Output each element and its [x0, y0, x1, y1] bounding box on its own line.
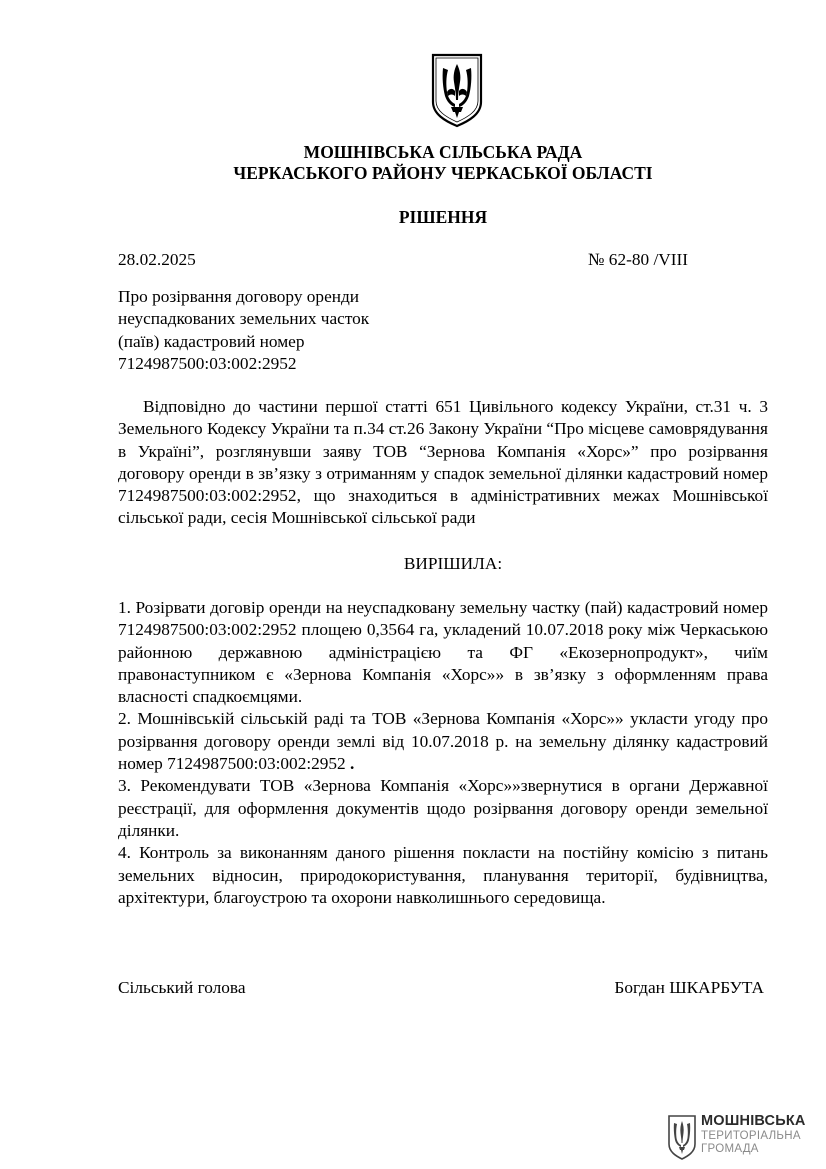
- decision-items: [118, 597, 768, 909]
- decision-item-2: [118, 708, 768, 775]
- preamble-paragraph: Відповідно до частини першої статті 651 Цивільного кодексу України, ст.31 ч. 3 Земельного Кодексу України та п.34 ст.26 Закону України “Про місцеве самоврядування в Україні”, розглянувши заяву ТОВ “Зернова Компанія «Хорс»” про розірвання договору оренди в зв’язку з отриманням у спадок земельної ділянки кадастровий номер 7124987500:03:002:2952, що знаходиться в адміністративних межах Мошнівської сільської ради, сесія Мошнівської сільської ради: [118, 397, 768, 528]
- council-region: ЧЕРКАСЬКОГО РАЙОНУ ЧЕРКАСЬКОЇ ОБЛАСТІ: [233, 163, 653, 183]
- signature-name: Богдан ШКАРБУТА: [614, 978, 764, 997]
- document-type-title: РІШЕННЯ: [398, 207, 488, 227]
- decision-item-4: 4. Контроль за виконанням даного рішення покласти на постійну комісію з питань земельних відносин, природокористування, планування території, будівництва, архітектури, благоустрою та охорони навколишнього середовища.: [118, 843, 768, 907]
- logo-line-3: ГРОМАДА: [701, 1143, 759, 1155]
- coat-of-arms-icon: [429, 52, 485, 128]
- council-name: МОШНІВСЬКА СІЛЬСЬКА РАДА: [303, 142, 583, 162]
- decision-number: № 62-80 /VIII: [588, 250, 688, 269]
- community-logo: [667, 1113, 817, 1163]
- subject-line: 7124987500:03:002:2952: [118, 353, 297, 373]
- subject-line: Про розірвання договору оренди: [118, 287, 360, 306]
- tryzub-icon: [667, 1114, 697, 1160]
- decided-heading: ВИРІШИЛА:: [403, 554, 503, 573]
- decision-item-1: 1. Розірвати договір оренди на неуспадковану земельну частку (пай) кадастровий номер 7124987500:03:002:2952 площею 0,3564 га, укладений 10.07.2018 року між Черкаською районною державною адміністрацією та ФГ «Екозернопродукт», чиїм правонаступником є «Зернова Компанія «Хорс»» в зв’язку з оформленням права власності спадкоємцями.: [118, 598, 768, 707]
- subject-line: (паїв) кадастровий номер: [118, 331, 305, 351]
- decision-item-3: 3. Рекомендувати ТОВ «Зернова Компанія «Хорс»»звернутися в органи Державної реєстрації, для оформлення документів щодо розірвання договору оренди земельної ділянки.: [118, 776, 768, 840]
- decision-item-2-text: 2. Мошнівській сільській раді та ТОВ «Зернова Компанія «Хорс»» укласти угоду про розірвання договору оренди землі від 10.07.2018 р. на земельну ділянку кадастровий номер 7124987500:03:002:2952: [118, 709, 768, 774]
- signature-title: Сільський голова: [118, 978, 246, 997]
- decision-subject: [118, 286, 438, 375]
- decision-item-2-end: .: [345, 754, 355, 774]
- subject-line: неуспадкованих земельних часток: [118, 309, 370, 329]
- logo-line-1: МОШНІВСЬКА: [701, 1113, 806, 1129]
- logo-line-2: ТЕРИТОРІАЛЬНА: [701, 1130, 801, 1142]
- decision-date: 28.02.2025: [118, 250, 196, 269]
